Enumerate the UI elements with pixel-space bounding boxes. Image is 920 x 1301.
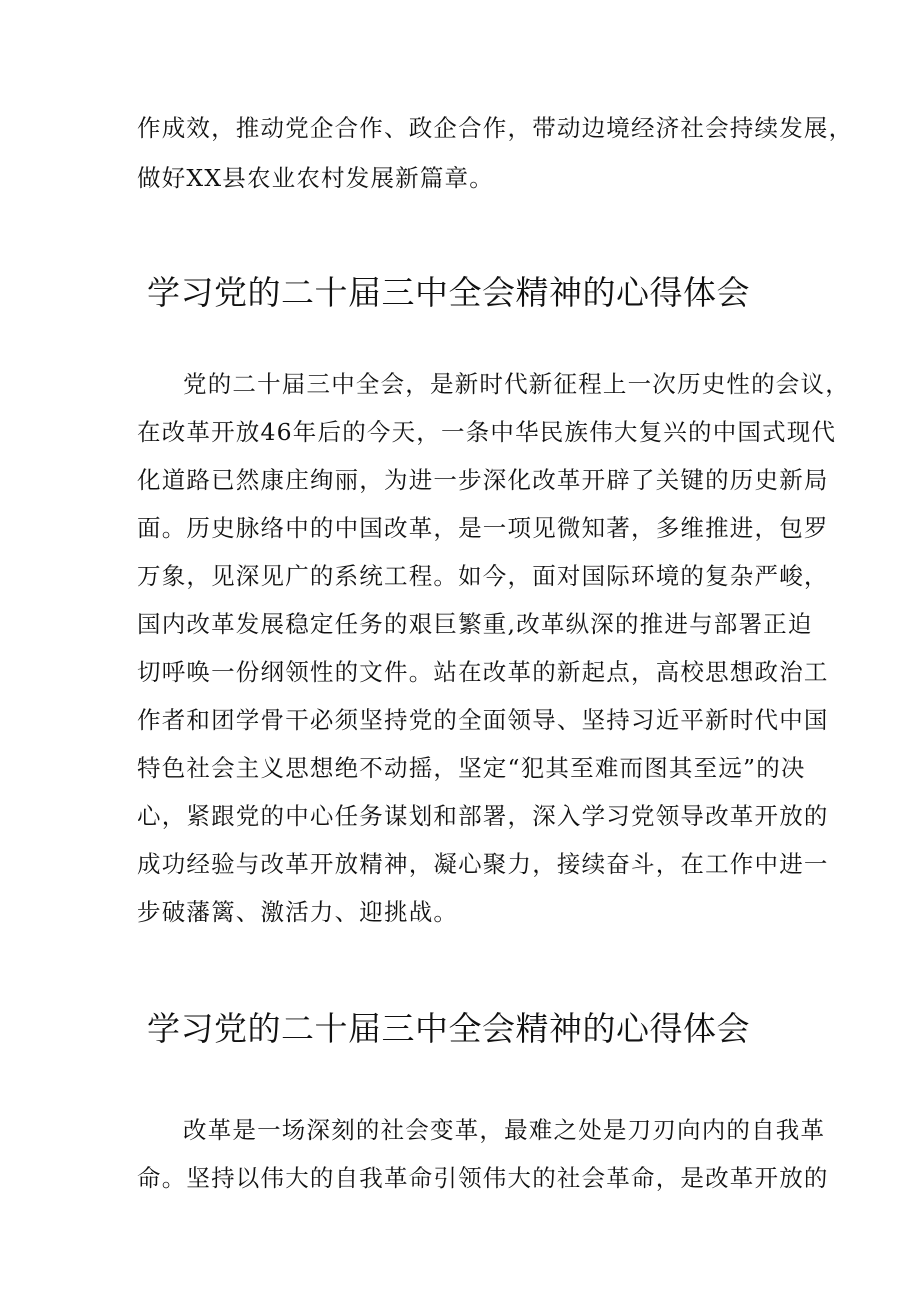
- section-1-title: 学习党的二十届三中全会精神的心得体会: [147, 273, 750, 312]
- section-1-line-1: 党的二十届三中全会，是新时代新征程上一次历史性的会议，: [183, 370, 850, 398]
- section-1-line-10: 心，紧跟党的中心任务谋划和部署，深入学习党领导改革开放的: [137, 802, 829, 830]
- section-2-title: 学习党的二十届三中全会精神的心得体会: [147, 1009, 750, 1048]
- section-1-line-7: 切呼唤一份纲领性的文件。站在改革的新起点，高校思想政治工: [137, 658, 829, 686]
- section-1-line-11: 成功经验与改革开放精神，凝心聚力，接续奋斗，在工作中进一: [137, 850, 829, 878]
- section-1-line-9: 特色社会主义思想绝不动摇，坚定“犯其至难而图其至远”的决: [137, 754, 806, 782]
- section-1-line-8: 作者和团学骨干必须坚持党的全面领导、坚持习近平新时代中国: [137, 706, 829, 734]
- section-1-line-5: 万象，见深见广的系统工程。如今，面对国际环境的复杂严峻，: [137, 562, 829, 590]
- section-1-line-12: 步破藩篱、激活力、迎挑战。: [137, 898, 459, 926]
- section-1-line-3: 化道路已然康庄绚丽，为进一步深化改革开辟了关键的历史新局: [137, 466, 829, 494]
- section-2-line-1: 改革是一场深刻的社会变革，最难之处是刀刃向内的自我革: [183, 1116, 826, 1144]
- section-1-line-4: 面。历史脉络中的中国改革，是一项见微知著，多维推进，包罗: [137, 514, 829, 542]
- section-1-line-2: 在改革开放46年后的今天，一条中华民族伟大复兴的中国式现代: [137, 418, 837, 446]
- intro-line-2: 做好XX县农业农村发展新篇章。: [137, 164, 494, 192]
- intro-line-1: 作成效，推动党企合作、政企合作，带动边境经济社会持续发展，: [137, 114, 854, 142]
- section-1-line-6: 国内改革发展稳定任务的艰巨繁重,改革纵深的推进与部署正迫: [137, 610, 813, 638]
- section-2-line-2: 命。坚持以伟大的自我革命引领伟大的社会革命，是改革开放的: [137, 1164, 829, 1192]
